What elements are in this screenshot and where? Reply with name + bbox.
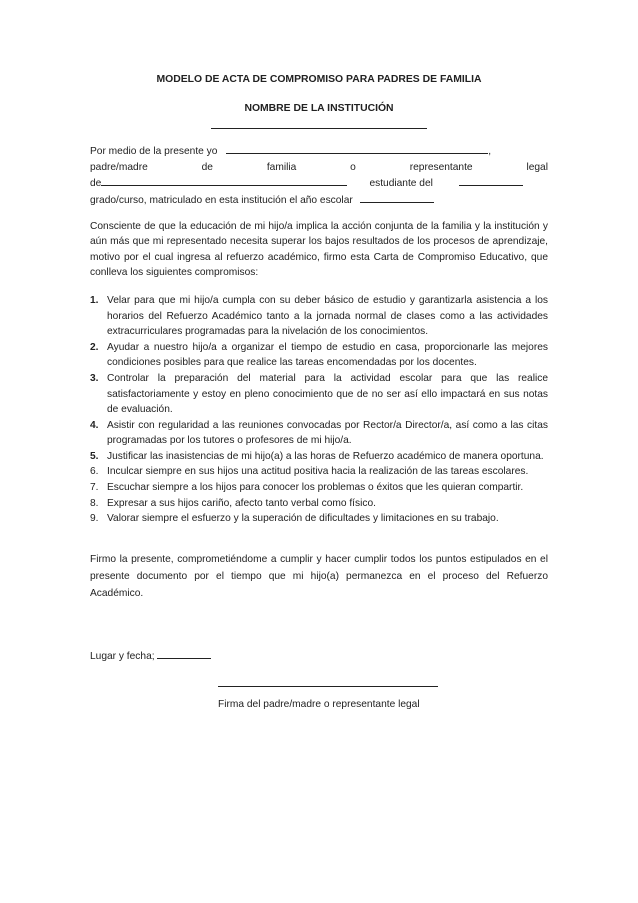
parent-name-blank [226,143,488,154]
commitment-text: Ayudar a nuestro hijo/a a organizar el tiempo de estudio en casa, proporcionarle las mejores condiciones posibles para que realice las tareas encomendadas por los docentes. [107,341,548,369]
intro-text-4: grado/curso, matriculado en esta institución el año escolar [90,194,353,206]
commitment-text: Expresar a sus hijos cariño, afecto tanto verbal como físico. [107,497,376,509]
commitment-number: 4. [90,419,99,431]
intro-text-student: estudiante del [369,178,433,190]
commitment-number: 1. [90,294,99,306]
commitment-item [90,371,548,418]
school-year-blank [360,192,434,203]
intro-line-4 [90,192,548,209]
commitment-number: 7. [90,482,99,494]
commitment-number: 6. [90,466,99,478]
place-date-blank [157,648,211,659]
signature-label: Firma del padre/madre o representante legal [218,699,420,711]
commitment-item [90,496,548,512]
place-date-label: Lugar y fecha; [90,650,155,662]
commitment-intro-paragraph: Consciente de que la educación de mi hijo/a implica la acción conjunta de la familia y la institución y aún más que mi representado necesita superar los bajos resultados de los procesos de aprendizaje, motivo por el cual ingresa al refuerzo académico, firmo esta Carta de Compromiso Educativo, que conlleva los siguientes compromisos: [90,220,548,279]
commitment-item [90,464,548,480]
commitment-number: 3. [90,372,99,384]
intro-text-de: de [90,178,102,190]
commitment-item [90,449,548,465]
commitment-text: Inculcar siempre en sus hijos una actitud positiva hacia la realización de las tareas escolares. [107,466,529,478]
commitment-number: 8. [90,497,99,509]
commitment-number: 9. [90,513,99,525]
commitment-item [90,418,548,449]
commitment-text: Valorar siempre el esfuerzo y la superación de dificultades y limitaciones en su trabajo. [107,513,499,525]
place-date-line [90,648,548,665]
institution-blank-line [211,128,427,129]
institution-label: NOMBRE DE LA INSTITUCIÓN [244,102,394,114]
commitments-list [90,293,548,527]
commitment-item [90,511,548,527]
intro-text-1: Por medio de la presente yo [90,146,218,158]
commitment-item [90,340,548,371]
signature-line [218,686,438,687]
intro-comma: , [488,146,492,158]
commitment-text: Velar para que mi hijo/a cumpla con su deber básico de estudio y garantizarla asistencia a los horarios del Refuerzo Académico tanto a la jornada normal de clases como a las actividades extracurriculares programadas para la nivelación de los conocimientos. [107,294,548,338]
intro-line-1 [90,143,548,160]
commitment-number: 5. [90,450,99,462]
commitment-text: Justificar las inasistencias de mi hijo(a) a las horas de Refuerzo académico de manera oportuna. [107,450,544,462]
commitment-text: Controlar la preparación del material para la actividad escolar para que las realice satisfactoriamente y estoy en pleno conocimiento que de no ser así ello impactará en sus notas de evaluación. [107,372,548,416]
grade-blank [459,175,523,186]
commitment-text: Asistir con regularidad a las reuniones convocadas por Rector/a Director/a, así como a las citas programadas por los tutores o profesores de mi hijo/a. [107,419,548,447]
intro-line-3 [90,175,548,192]
commitment-number: 2. [90,341,99,353]
commitment-item [90,480,548,496]
student-name-blank [101,175,347,186]
document-title: MODELO DE ACTA DE COMPROMISO PARA PADRES DE FAMILIA [156,74,482,85]
closing-paragraph: Firmo la presente, comprometiéndome a cumplir y hacer cumplir todos los puntos estipulados en el presente documento por el tiempo que mi hijo(a) permanezca en el proceso del Refuerzo Académico. [90,553,548,599]
intro-line-2: padre/madre de familia o representante legal [90,161,548,173]
commitment-item [90,293,548,340]
commitment-text: Escuchar siempre a los hijos para conocer los problemas o éxitos que les quieran compartir. [107,482,524,494]
